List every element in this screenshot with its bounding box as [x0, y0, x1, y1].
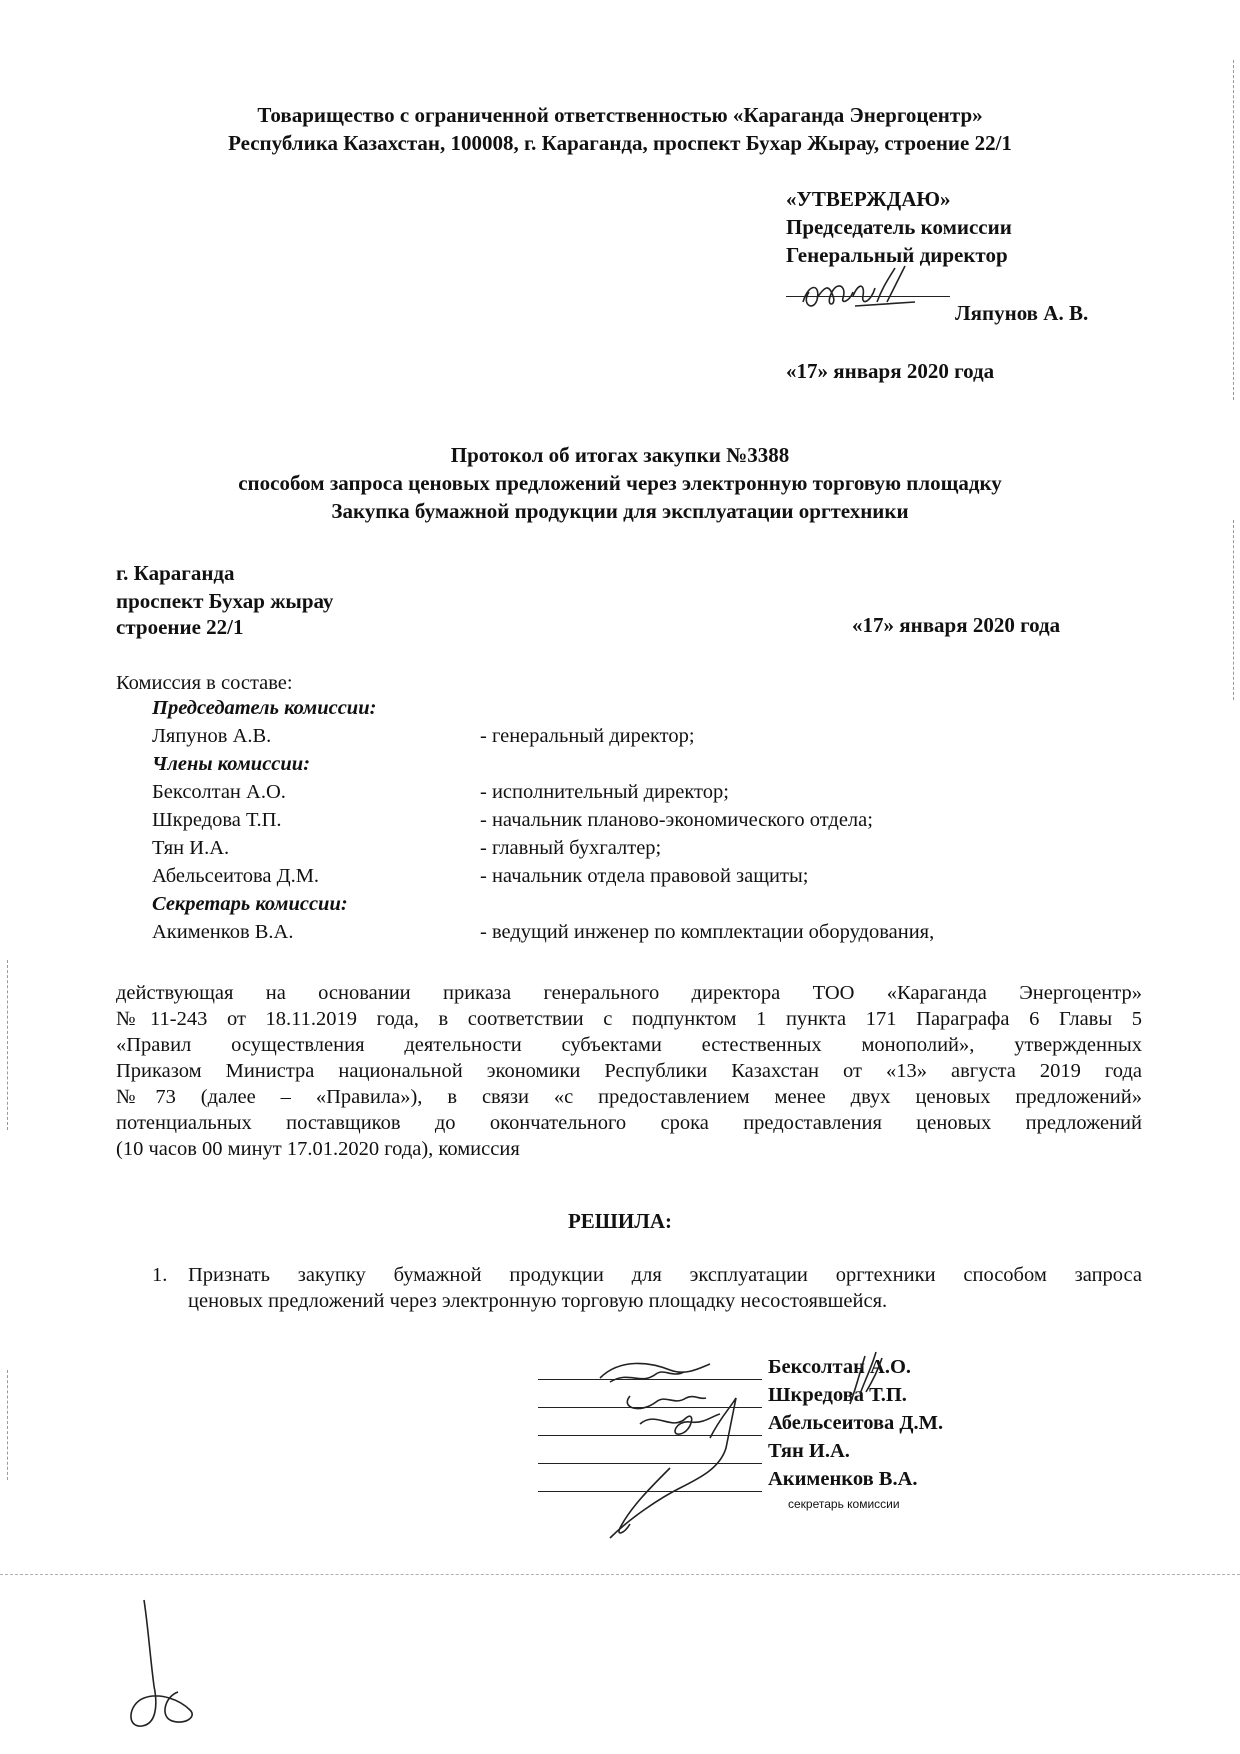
organization-name: Товарищество с ограниченной ответственностью «Караганда Энергоцентр» [257, 103, 983, 127]
protocol-subject: Закупка бумажной продукции для эксплуатации оргтехники [331, 499, 909, 523]
commission-member-row [152, 865, 1152, 892]
decision-item-line: ценовых предложений через электронную торговую площадку несостоявшейся. [188, 1290, 888, 1312]
member-name: Ляпунов А.В. [152, 725, 272, 747]
signatory-name: Акименков В.А. [768, 1468, 918, 1490]
location-city: г. Караганда [116, 561, 235, 585]
commission-member-row [152, 781, 1152, 808]
approval-position-director: Генеральный директор [786, 243, 1008, 267]
decision-item [188, 1262, 1142, 1314]
member-position: - главный бухгалтер; [480, 837, 662, 859]
member-position: - исполнительный директор; [480, 781, 729, 803]
commission-member-row [152, 725, 1152, 752]
commission-member-row [152, 809, 1152, 836]
decision-heading: РЕШИЛА: [567, 1209, 673, 1233]
body-paragraph [116, 980, 1142, 1162]
member-name: Акименков В.А. [152, 921, 294, 943]
initials-mark [120, 1596, 210, 1736]
member-position: - ведущий инженер по комплектации оборудования, [480, 921, 935, 943]
decision-item-number: 1. [152, 1264, 168, 1286]
secretary-heading: Секретарь комиссии: [152, 893, 348, 915]
director-signature [795, 262, 955, 322]
protocol-date: «17» января 2020 года [852, 613, 1061, 637]
signatory-name: Шкредова Т.П. [768, 1384, 907, 1406]
commission-member-row [152, 837, 1152, 864]
member-position: - начальник отдела правовой защиты; [480, 865, 809, 887]
body-line: №73 (далее – «Правила»), в связи «с предоставлением менее двух ценовых предложений» [116, 1086, 1142, 1108]
member-name: Тян И.А. [152, 837, 230, 859]
decision-item-line: Признать закупку бумажной продукции для эксплуатации оргтехники способом запроса [188, 1264, 1142, 1286]
body-line: №11-243 от 18.11.2019 года, в соответствии с подпунктом 1 пункта 171 Параграфа 6 Главы 5 [116, 1008, 1142, 1030]
approval-position-chair: Председатель комиссии [786, 215, 1012, 239]
body-line: потенциальных поставщиков до окончательного срока предоставления ценовых предложений [116, 1112, 1142, 1134]
member-position: - начальник планово-экономического отдела; [480, 809, 873, 831]
members-heading: Члены комиссии: [152, 753, 311, 775]
protocol-title: Протокол об итогах закупки №3388 [450, 443, 790, 467]
member-position: - генеральный директор; [480, 725, 695, 747]
body-line: действующая на основании приказа генерального директора ТОО «Караганда Энергоцентр» [116, 982, 1142, 1004]
commission-signatures [560, 1348, 1020, 1558]
signatory-name: Тян И.А. [768, 1440, 850, 1462]
member-name: Абельсеитова Д.М. [152, 865, 320, 887]
scan-margin-mark [1233, 520, 1234, 700]
member-name: Шкредова Т.П. [152, 809, 282, 831]
body-line: (10 часов 00 минут 17.01.2020 года), комиссия [116, 1138, 520, 1160]
secretary-caption: секретарь комиссии [788, 1497, 900, 1511]
approval-title: «УТВЕРЖДАЮ» [786, 187, 951, 211]
protocol-subtitle: способом запроса ценовых предложений через электронную торговую площадку [238, 471, 1002, 495]
scan-divider [0, 1574, 1240, 1575]
location-street: проспект Бухар жырау [116, 589, 334, 613]
body-line: «Правил осуществления деятельности субъектами естественных монополий», утвержденных [116, 1034, 1142, 1056]
commission-member-row [152, 921, 1152, 948]
member-name: Бексолтан А.О. [152, 781, 286, 803]
signatory-name: Бексолтан А.О. [768, 1356, 912, 1378]
signatory-name: Абельсеитова Д.М. [768, 1412, 944, 1434]
approval-date: «17» января 2020 года [786, 359, 995, 383]
chair-heading: Председатель комиссии: [152, 697, 377, 719]
scan-margin-mark [7, 960, 8, 1130]
scan-margin-mark [7, 1370, 8, 1480]
approval-signer: Ляпунов А. В. [955, 301, 1089, 325]
location-building: строение 22/1 [116, 615, 244, 639]
commission-intro: Комиссия в составе: [116, 672, 293, 694]
scan-margin-mark [1233, 60, 1234, 400]
organization-address: Республика Казахстан, 100008, г. Караганда, проспект Бухар Жырау, строение 22/1 [228, 131, 1012, 155]
body-line: Приказом Министра национальной экономики Республики Казахстан от «13» августа 2019 года [116, 1060, 1142, 1082]
